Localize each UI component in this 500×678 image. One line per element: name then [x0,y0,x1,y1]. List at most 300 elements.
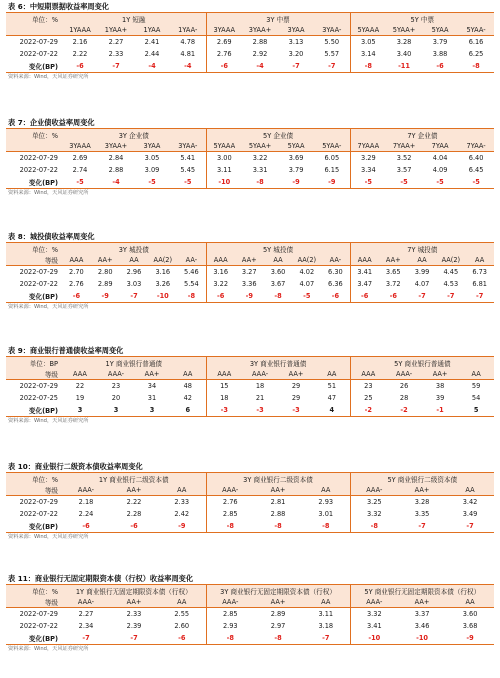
group-header: 5Y 商业银行无固定期限资本债（行权） [350,585,494,596]
change-cell: -6 [321,290,350,303]
value-cell: 2.85 [206,608,254,621]
column-header: AA [302,484,350,496]
column-header: 1YAA+ [98,24,134,36]
change-cell: -2 [386,404,422,417]
date-cell: 2022-07-29 [19,154,58,162]
value-cell: 3.22 [206,278,235,290]
value-cell: 3.13 [288,38,304,46]
change-cell: -3 [278,404,314,417]
column-header: AA [446,596,494,608]
value-cell: 3.46 [414,622,430,630]
value-cell: 2.33 [174,498,190,506]
yield-table [6,13,494,73]
value-cell: 2.39 [126,622,142,630]
unit-label: 单位：% [6,585,62,596]
value-cell: 2.55 [174,610,190,618]
column-header: 5YAA- [314,140,350,152]
value-cell: 34 [147,382,157,390]
change-cell: -8 [254,632,302,645]
change-cell: -4 [170,60,206,73]
column-header: AA+ [398,596,446,608]
date-cell: 2022-07-29 [19,610,58,618]
change-cell: -6 [110,520,158,533]
column-header: AAA [206,368,242,380]
change-cell: -7 [278,60,314,73]
value-cell: 21 [255,394,265,402]
group-header: 1Y 商业银行无固定期限资本债（行权） [62,585,206,596]
value-cell: 3.11 [206,164,242,176]
value-cell: 3.34 [350,164,386,176]
date-cell: 2022-07-22 [19,622,58,630]
value-cell: 2.89 [270,610,286,618]
value-cell: 5.45 [180,166,196,174]
value-cell: 2.27 [108,38,124,46]
yield-table-section [6,346,494,425]
value-cell: 6.45 [468,166,484,174]
value-cell: 3.32 [350,608,398,621]
change-cell: -10 [206,176,242,189]
change-cell: -6 [62,290,91,303]
table-row [6,608,494,621]
column-header: 3YAAA [62,140,98,152]
table-row [6,278,494,290]
value-cell: 47 [327,394,337,402]
column-header-row [6,140,494,152]
date-cell: 2022-07-22 [19,510,58,518]
value-cell: 4.04 [432,154,448,162]
rating-label [6,24,62,36]
column-header: AAA [62,254,91,266]
column-header: AAA [350,254,379,266]
column-header: AAA- [206,484,254,496]
value-cell: 29 [291,382,301,390]
column-header: 7YAA- [458,140,494,152]
group-header: 5Y 商业银行普通债 [350,357,494,368]
change-label: 变化(BP) [6,176,62,189]
yield-table [6,129,494,189]
column-header: AAA [350,368,386,380]
value-cell: 48 [183,382,192,390]
yield-table [6,473,494,533]
column-header: AA+ [110,484,158,496]
change-label: 变化(BP) [6,632,62,645]
value-cell: 2.16 [72,38,88,46]
table-title: 表 8：城投债收益率周变化 [6,232,494,243]
change-cell: -9 [446,632,494,645]
change-cell: -9 [235,290,264,303]
value-cell: 2.42 [174,510,190,518]
value-cell: 6.36 [328,280,343,288]
change-cell: -9 [314,176,350,189]
table-row [6,620,494,632]
date-cell: 2022-07-29 [19,498,58,506]
value-cell: 3.67 [270,280,286,288]
group-header-row [6,473,494,484]
table-title: 表 9：商业银行普通债收益率周变化 [6,346,494,357]
value-cell: 59 [471,382,481,390]
value-cell: 3.32 [350,508,398,520]
value-cell: 2.88 [252,38,268,46]
column-header: AA [408,254,437,266]
table-row [6,36,494,49]
value-cell: 2.60 [174,622,190,630]
value-cell: 2.81 [270,498,286,506]
value-cell: 3.00 [206,152,242,165]
change-cell: -8 [350,60,386,73]
value-cell: 6.15 [324,166,340,174]
value-cell: 3.25 [350,496,398,509]
column-header: AA+ [134,368,170,380]
column-header: 5YAA- [458,24,494,36]
yield-table [6,357,494,417]
change-cell: -7 [98,60,134,73]
value-cell: 3.88 [432,50,448,58]
column-header: AA+ [422,368,458,380]
column-header: 3YAAA [206,24,242,36]
change-cell: -2 [350,404,386,417]
change-label: 变化(BP) [6,404,62,417]
change-cell: -6 [350,290,379,303]
yield-table [6,585,494,645]
change-cell: -8 [254,520,302,533]
yield-table-section [6,232,494,311]
table-row [6,152,494,165]
change-cell: 4 [314,404,350,417]
value-cell: 22 [75,382,85,390]
source-note: 资料来源：Wind，天风证券研究所 [8,304,89,310]
change-cell: -5 [386,176,422,189]
change-cell: -5 [62,176,98,189]
value-cell: 4.45 [443,268,459,276]
value-cell: 2.93 [318,498,334,506]
column-header: AA(2) [148,254,177,266]
column-header: AA [158,596,206,608]
value-cell: 3.09 [144,166,160,174]
change-row [6,632,494,645]
value-cell: 42 [183,394,192,402]
group-header-row [6,129,494,140]
value-cell: 51 [327,382,337,390]
value-cell: 4.78 [180,38,196,46]
value-cell: 3.35 [414,510,430,518]
change-cell: -10 [350,632,398,645]
value-cell: 2.96 [126,268,142,276]
value-cell: 2.76 [69,280,84,288]
column-header: AAA- [386,368,422,380]
column-header: AA(2) [436,254,465,266]
value-cell: 28 [399,394,409,402]
value-cell: 5.46 [184,268,199,276]
value-cell: 3.27 [241,268,257,276]
change-cell: -7 [110,632,158,645]
column-header: AA [264,254,293,266]
unit-label: 单位：% [6,13,62,24]
value-cell: 15 [206,380,242,393]
value-cell: 5.57 [324,50,340,58]
change-cell: -8 [350,520,398,533]
change-cell: -5 [292,290,321,303]
column-header: AAA- [350,484,398,496]
column-header: 3YAA- [170,140,206,152]
value-cell: 2.93 [206,620,254,632]
value-cell: 2.97 [270,622,286,630]
change-cell: -4 [98,176,134,189]
change-cell: -7 [120,290,149,303]
group-header: 5Y 企业债 [206,129,350,140]
column-header: 1YAAA [62,24,98,36]
value-cell: 3.05 [350,36,386,49]
change-cell: -1 [422,404,458,417]
column-header: AA+ [110,596,158,608]
yield-table-section [6,462,494,541]
group-header: 7Y 企业债 [350,129,494,140]
value-cell: 2.28 [126,510,142,518]
group-header-row [6,243,494,254]
change-cell: 3 [62,404,98,417]
group-header: 3Y 商业银行普通债 [206,357,350,368]
column-header: AAA [62,368,98,380]
value-cell: 2.76 [206,48,242,60]
value-cell: 4.02 [299,268,315,276]
value-cell: 3.16 [155,268,171,276]
value-cell: 3.22 [252,154,268,162]
group-header-row [6,357,494,368]
value-cell: 3.79 [432,38,448,46]
group-header: 3Y 中票 [206,13,350,24]
column-header: 5YAAA [350,24,386,36]
value-cell: 2.22 [126,498,142,506]
change-cell: -7 [314,60,350,73]
change-cell: -4 [134,60,170,73]
unit-label: 单位：BP [6,357,62,368]
column-header: AA+ [91,254,120,266]
column-header: AA- [321,254,350,266]
column-header: 3YAA- [314,24,350,36]
change-label: 变化(BP) [6,290,62,303]
value-cell: 6.30 [328,268,343,276]
value-cell: 4.07 [414,280,430,288]
value-cell: 2.18 [78,498,94,506]
table-title: 表 10：商业银行二级资本债收益率周变化 [6,462,494,473]
unit-label: 单位：% [6,129,62,140]
change-cell: -7 [302,632,350,645]
value-cell: 2.84 [108,154,124,162]
change-cell: -8 [302,520,350,533]
value-cell: 3.37 [414,610,430,618]
yield-table-section [6,118,494,197]
value-cell: 2.80 [97,268,113,276]
date-cell: 2022-07-22 [19,280,58,288]
table-row [6,266,494,279]
source-note: 资料来源：Wind，天风证券研究所 [8,190,89,196]
change-cell: -5 [458,176,494,189]
value-cell: 3.68 [462,622,478,630]
value-cell: 3.72 [385,280,401,288]
value-cell: 3.11 [318,610,334,618]
value-cell: 26 [399,382,409,390]
column-header: 5YAAA [206,140,242,152]
column-header: AA+ [379,254,408,266]
change-cell: -7 [436,290,465,303]
change-cell: 5 [458,404,494,417]
change-cell: -8 [206,632,254,645]
column-header: AA [458,368,494,380]
change-cell: 6 [170,404,206,417]
value-cell: 3.47 [350,278,379,290]
group-header: 5Y 城投债 [206,243,350,254]
value-cell: 3.16 [206,266,235,279]
group-header: 7Y 城投债 [350,243,494,254]
change-row [6,290,494,303]
value-cell: 29 [291,394,301,402]
value-cell: 3.41 [350,266,379,279]
value-cell: 38 [435,382,445,390]
column-header: AA+ [254,596,302,608]
value-cell: 3.42 [462,498,478,506]
change-cell: -11 [386,60,422,73]
value-cell: 3.03 [126,280,142,288]
value-cell: 2.27 [78,610,94,618]
value-cell: 3.40 [396,50,412,58]
table-title: 表 6：中短期票据收益率周变化 [6,2,494,13]
column-header: AA+ [254,484,302,496]
column-header-row [6,484,494,496]
value-cell: 6.16 [468,38,484,46]
column-header-row [6,368,494,380]
table-title: 表 7：企业债收益率周变化 [6,118,494,129]
group-header: 3Y 商业银行无固定期限资本债（行权） [206,585,350,596]
table-row [6,164,494,176]
column-header: AA [158,484,206,496]
change-cell: -7 [446,520,494,533]
column-header: 5YAA [278,140,314,152]
value-cell: 4.53 [443,280,459,288]
value-cell: 2.70 [69,268,84,276]
value-cell: 3.26 [155,280,171,288]
change-cell: -7 [62,632,110,645]
value-cell: 3.28 [396,38,412,46]
rating-label: 等级 [6,368,62,380]
value-cell: 3.65 [385,268,401,276]
value-cell: 18 [255,382,265,390]
column-header: AA+ [235,254,264,266]
group-header: 5Y 商业银行二级资本债 [350,473,494,484]
change-cell: -8 [458,60,494,73]
value-cell: 3.01 [318,510,334,518]
column-header: AAA- [350,596,398,608]
value-cell: 3.14 [350,48,386,60]
change-cell: -4 [242,60,278,73]
value-cell: 3.49 [462,510,478,518]
column-header: AA [170,368,206,380]
table-row [6,496,494,509]
value-cell: 3.60 [462,610,478,618]
change-cell: -6 [62,520,110,533]
change-cell: 3 [134,404,170,417]
value-cell: 3.41 [350,620,398,632]
column-header: AAA- [62,596,110,608]
column-header: AA [446,484,494,496]
value-cell: 3.52 [396,154,412,162]
value-cell: 6.05 [324,154,340,162]
rating-label: 等级 [6,596,62,608]
value-cell: 3.99 [414,268,430,276]
column-header: AAA- [98,368,134,380]
date-cell: 2022-07-22 [19,166,58,174]
value-cell: 2.88 [270,510,286,518]
column-header: AAA- [242,368,278,380]
rating-label: 等级 [6,254,62,266]
column-header: 3YAA+ [98,140,134,152]
change-cell: -8 [242,176,278,189]
change-cell: -8 [206,520,254,533]
source-note: 资料来源：Wind，天风证券研究所 [8,534,89,540]
value-cell: 20 [111,394,121,402]
change-cell: -7 [398,520,446,533]
change-cell: -5 [350,176,386,189]
source-note: 资料来源：Wind，天风证券研究所 [8,418,89,424]
yield-table-section [6,574,494,653]
value-cell: 3.18 [318,622,334,630]
date-cell: 2022-07-25 [19,394,58,402]
change-row [6,520,494,533]
group-header: 1Y 商业银行普通债 [62,357,206,368]
change-cell: -6 [206,290,235,303]
change-cell: -6 [62,60,98,73]
yield-table-section [6,2,494,81]
change-row [6,176,494,189]
source-note: 资料来源：Wind，天风证券研究所 [8,646,89,652]
column-header: AA [314,368,350,380]
change-label: 变化(BP) [6,60,62,73]
value-cell: 2.89 [97,280,113,288]
change-cell: 3 [98,404,134,417]
table-row [6,48,494,60]
value-cell: 23 [111,382,121,390]
change-cell: -6 [379,290,408,303]
yield-table [6,243,494,303]
group-header-row [6,585,494,596]
value-cell: 31 [147,394,157,402]
value-cell: 3.79 [288,166,304,174]
column-header: 1YAA [134,24,170,36]
group-header: 5Y 中票 [350,13,494,24]
unit-label: 单位：% [6,473,62,484]
value-cell: 3.60 [270,268,286,276]
change-cell: -8 [177,290,206,303]
value-cell: 2.76 [206,496,254,509]
change-cell: -5 [422,176,458,189]
table-row [6,380,494,393]
change-cell: -3 [242,404,278,417]
value-cell: 2.69 [72,154,88,162]
column-header: 3YAA [278,24,314,36]
value-cell: 5.50 [324,38,340,46]
column-header: 7YAA [422,140,458,152]
value-cell: 5.54 [184,280,199,288]
value-cell: 6.40 [468,154,484,162]
value-cell: 54 [471,394,481,402]
value-cell: 2.22 [72,50,88,58]
column-header: AAA [206,254,235,266]
value-cell: 2.41 [144,38,160,46]
value-cell: 19 [75,394,85,402]
value-cell: 6.73 [472,268,487,276]
value-cell: 2.34 [78,622,94,630]
column-header: AA- [177,254,206,266]
column-header: AA [465,254,494,266]
column-header: 1YAA- [170,24,206,36]
